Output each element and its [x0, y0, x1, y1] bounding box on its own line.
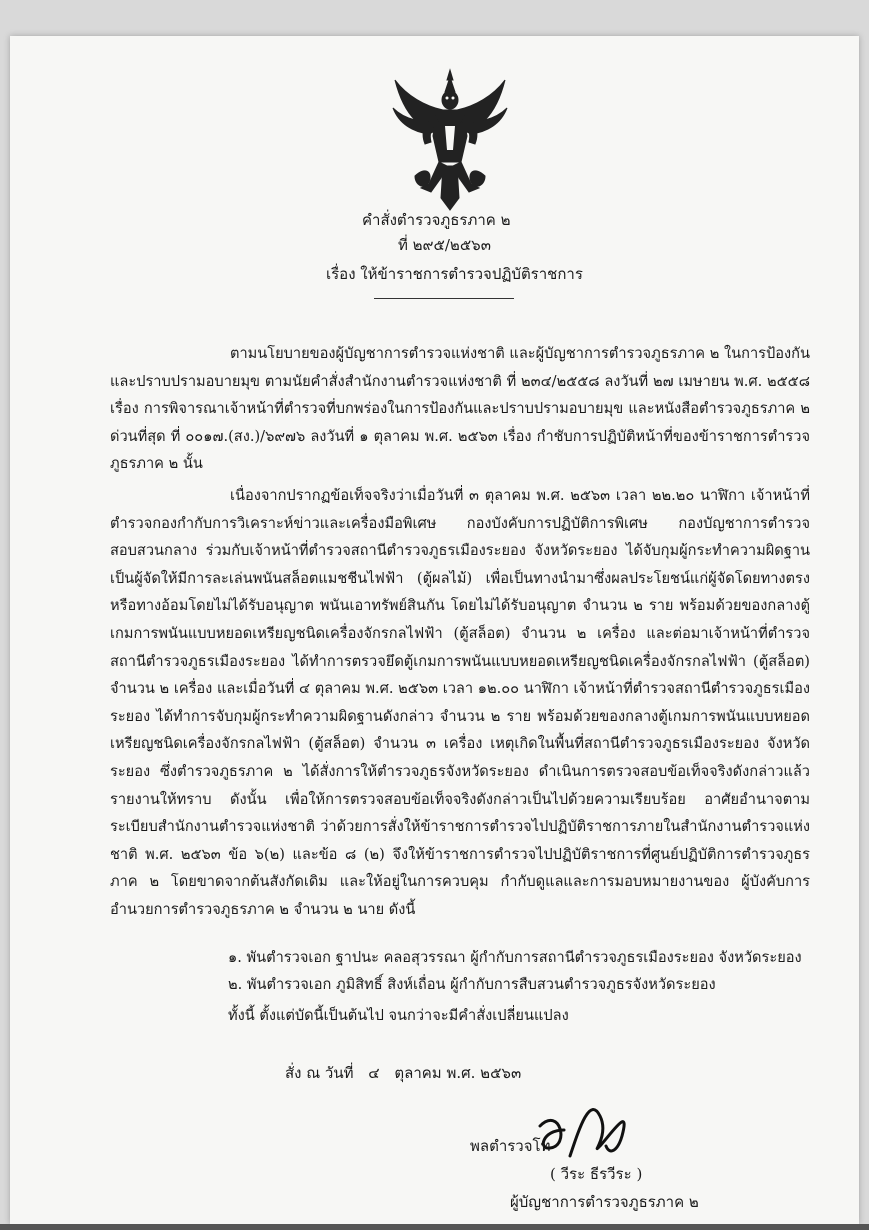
signatory-title: ผู้บัญชาการตำรวจภูธรภาค ๒: [510, 1193, 699, 1211]
paragraph-policy: ตามนโยบายของผู้บัญชาการตำรวจแห่งชาติ และผู้บัญชาการตำรวจภูธรภาค ๒ ในการป้องกันและปราบปรามอบายมุข ตามนัยคำสั่งสำนักงานตำรวจแห่งชาติ ที่ ๒๓๔/๒๕๕๘ ลงวันที่ ๒๗ เมษายน พ.ศ. ๒๕๕๘ เรื่อง การพิจารณาเจ้าหน้าที่ตำรวจที่บกพร่องในการป้องกันและปราบปรามอบายมุข และหนังสือตำรวจภูธรภาค ๒ ด่วนที่สุด ที่ ๐๐๑๗.(สง.)/๖๙๗๖ ลงวันที่ ๑ ตุลาคม พ.ศ. ๒๕๖๓ เรื่อง กำชับการปฏิบัติหน้าที่ของข้าราชการตำรวจภูธรภาค ๒ นั้น: [110, 345, 810, 473]
order-date-day: ๔: [368, 1064, 380, 1082]
officer-item-1: ๑. พันตำรวจเอก ฐาปนะ คลอสุวรรณา ผู้กำกับการสถานีตำรวจภูธรเมืองระยอง จังหวัดระยอง: [228, 949, 802, 966]
header-divider: [374, 298, 514, 299]
effective-clause: ทั้งนี้ ตั้งแต่บัดนี้เป็นต้นไป จนกว่าจะมีคำสั่งเปลี่ยนแปลง: [228, 1007, 569, 1024]
order-date-prefix: สั่ง ณ วันที่: [285, 1064, 354, 1082]
bottom-edge-bar: [0, 1224, 869, 1230]
paragraph-facts: เนื่องจากปรากฏข้อเท็จจริงว่าเมื่อวันที่ ๓ ตุลาคม พ.ศ. ๒๕๖๓ เวลา ๒๒.๒๐ นาฬิกา เจ้าหน้าที่ตำรวจกองกำกับการวิเคราะห์ข่าวและเครื่องมือพิเศษ กองบังคับการปฏิบัติการพิเศษ กองบัญชาการตำรวจสอบสวนกลาง ร่วมกับเจ้าหน้าที่ตำรวจสถานีตำรวจภูธรเมืองระยอง จังหวัดระยอง ได้จับกุมผู้กระทำความผิดฐานเป็นผู้จัดให้มีการละเล่นพนันสล็อตแมชชีนไฟฟ้า (ตู้ผลไม้) เพื่อเป็นทางนำมาซึ่งผลประโยชน์แก่ผู้จัดโดยทางตรงหรือทางอ้อมโดยไม่ได้รับอนุญาต พนันเอาทรัพย์สินกัน โดยไม่ได้รับอนุญาต จำนวน ๒ ราย พร้อมด้วยของกลางตู้เกมการพนันแบบหยอดเหรียญชนิดเครื่องจักรกลไฟฟ้า (ตู้สล็อต) จำนวน ๒ เครื่อง และต่อมาเจ้าหน้าที่ตำรวจสถานีตำรวจภูธรเมืองระยอง ได้ทำการตรวจยึดตู้เกมการพนันแบบหยอดเหรียญชนิดเครื่องจักรกลไฟฟ้า (ตู้สล็อต) จำนวน ๒ เครื่อง และเมื่อวันที่ ๔ ตุลาคม พ.ศ. ๒๕๖๓ เวลา ๑๒.๐๐ นาฬิกา เจ้าหน้าที่ตำรวจสถานีตำรวจภูธรเมืองระยอง ได้ทำการจับกุมผู้กระทำความผิดฐานดังกล่าว จำนวน ๒ ราย พร้อมด้วยของกลางตู้เกมการพนันแบบหยอดเหรียญชนิดเครื่องจักรกลไฟฟ้า (ตู้สล็อต) จำนวน ๓ เครื่อง เหตุเกิดในพื้นที่สถานีตำรวจภูธรเมืองระยอง จังหวัดระยอง ซึ่งตำรวจภูธรภาค ๒ ได้สั่งการให้ตำรวจภูธรจังหวัดระยอง ดำเนินการตรวจสอบข้อเท็จจริงดังกล่าวแล้วรายงานให้ทราบ ดังนั้น เพื่อให้การตรวจสอบข้อเท็จจริงดังกล่าวเป็นไปด้วยความเรียบร้อย อาศัยอำนาจตามระเบียบสำนักงานตำรวจแห่งชาติ ว่าด้วยการสั่งให้ข้าราชการตำรวจไปปฏิบัติราชการภายในสำนักงานตำรวจแห่งชาติ พ.ศ. ๒๕๖๓ ข้อ ๖(๒) และข้อ ๘ (๒) จึงให้ข้าราชการตำรวจไปปฏิบัติราชการที่ศูนย์ปฏิบัติการตำรวจภูธรภาค ๒ โดยขาดจากต้นสังกัดเดิม และให้อยู่ในการควบคุม กำกับดูแลและการมอบหมายงานของ ผู้บังคับการอำนวยการตำรวจภูธรภาค ๒ จำนวน ๒ นาย ดังนี้: [110, 487, 810, 918]
signatory-name: ( วีระ ธีรวีระ ): [550, 1165, 643, 1183]
officer-item-2: ๒. พันตำรวจเอก ภูมิสิทธิ์ สิงห์เถื่อน ผู้กำกับการสืบสวนตำรวจภูธรจังหวัดระยอง: [228, 976, 716, 993]
order-date-month-year: ตุลาคม พ.ศ. ๒๕๖๓: [394, 1064, 522, 1082]
order-date: [285, 1061, 531, 1085]
order-number: ที่ ๒๙๕/๒๕๖๓: [398, 236, 491, 254]
garuda-emblem: [385, 66, 515, 214]
signatory-rank: พลตำรวจโท: [470, 1137, 551, 1155]
order-subject: เรื่อง ให้ข้าราชการตำรวจปฏิบัติราชการ: [326, 265, 583, 283]
document-page: [10, 36, 859, 1224]
order-title: คำสั่งตำรวจภูธรภาค ๒: [362, 211, 511, 229]
